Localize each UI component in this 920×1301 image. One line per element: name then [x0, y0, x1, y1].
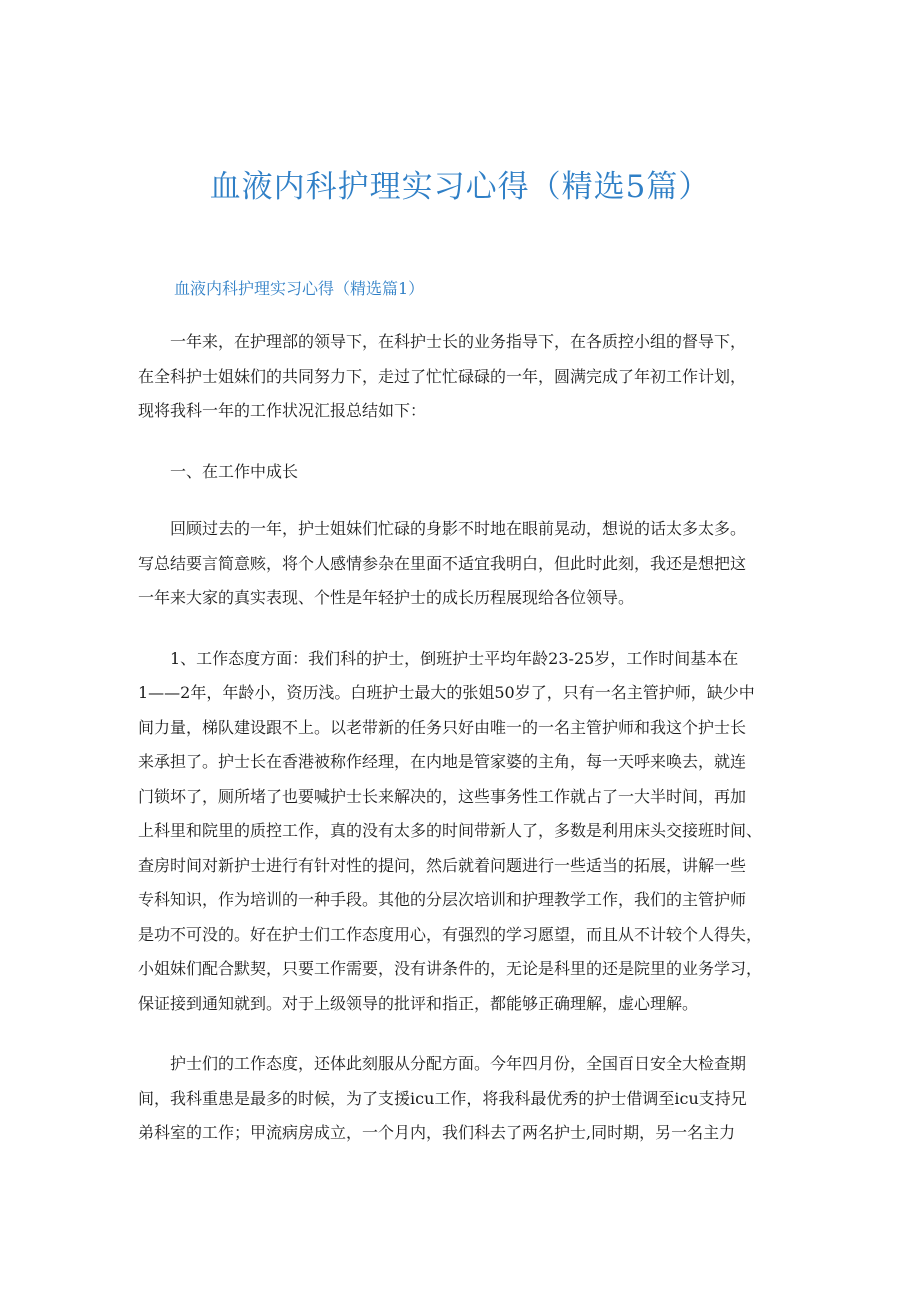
- paragraph-obey-assignment: 护士们的工作态度，还体此刻服从分配方面。今年四月份，全国百日安全大检查期 间，我科重患是最多的时候，为了支援icu工作，将我科最优秀的护士借调至icu支持兄 弟科室的工作；甲流病房成立，一个月内，我们科去了两名护士,同时期，另一名主力: [138, 1054, 747, 1142]
- paragraph-subheading: 一、在工作中成长: [170, 461, 299, 481]
- paragraph-review: 回顾过去的一年，护士姐妹们忙碌的身影不时地在眼前晃动，想说的话太多太多。 写总结要言简意赅，将个人感情参杂在里面不适宜我明白，但此时此刻，我还是想把这 一年来大家的真实表现、个性是年轻护士的成长历程展现给各位领导。: [138, 519, 747, 607]
- paragraph-intro: 一年来，在护理部的领导下，在科护士长的业务指导下，在各质控小组的督导下， 在全科护士姐妹们的共同努力下，走过了忙忙碌碌的一年，圆满完成了年初工作计划， 现将我科一年的工作状况汇报总结如下：: [138, 332, 747, 420]
- document-title: 血液内科护理实习心得（精选5篇）: [209, 169, 711, 205]
- paragraph-work-attitude: 1、工作态度方面：我们科的护士，倒班护士平均年龄23-25岁，工作时间基本在 1——2年，年龄小，资历浅。白班护士最大的张姐50岁了，只有一名主管护师，缺少中 间力量，梯队建设跟不上。以老带新的任务只好由唯一的一名主管护师和我这个护士长 来承担了。护士长在香港被称作经理，在内地是管家婆的主角，每一天呼来唤去，就连 门锁坏了，厕所堵了也要喊护士长来解决的，这些事务性工作就占了一大半时间，再加 上科里和院里的质控工作，真的没有太多的时间带新人了，多数是利用床头交接班时间、 查房时间对新护士进行有针对性的提问，然后就着问题进行一些适当的拓展，讲解一些 专科知识，作为培训的一种手段。其他的分层次培训和护理教学工作，我们的主管护师 是功不可没的。好在护士们工作态度用心，有强烈的学习愿望，而且从不计较个人得失， 小姐妹们配合默契，只要工作需要，没有讲条件的，无论是科里的还是院里的业务学习， 保证接到通知就到。对于上级领导的批评和指正，都能够正确理解，虚心理解。: [138, 648, 763, 1013]
- document-body: [138, 325, 784, 1177]
- section-heading: 血液内科护理实习心得（精选篇1）: [174, 279, 425, 298]
